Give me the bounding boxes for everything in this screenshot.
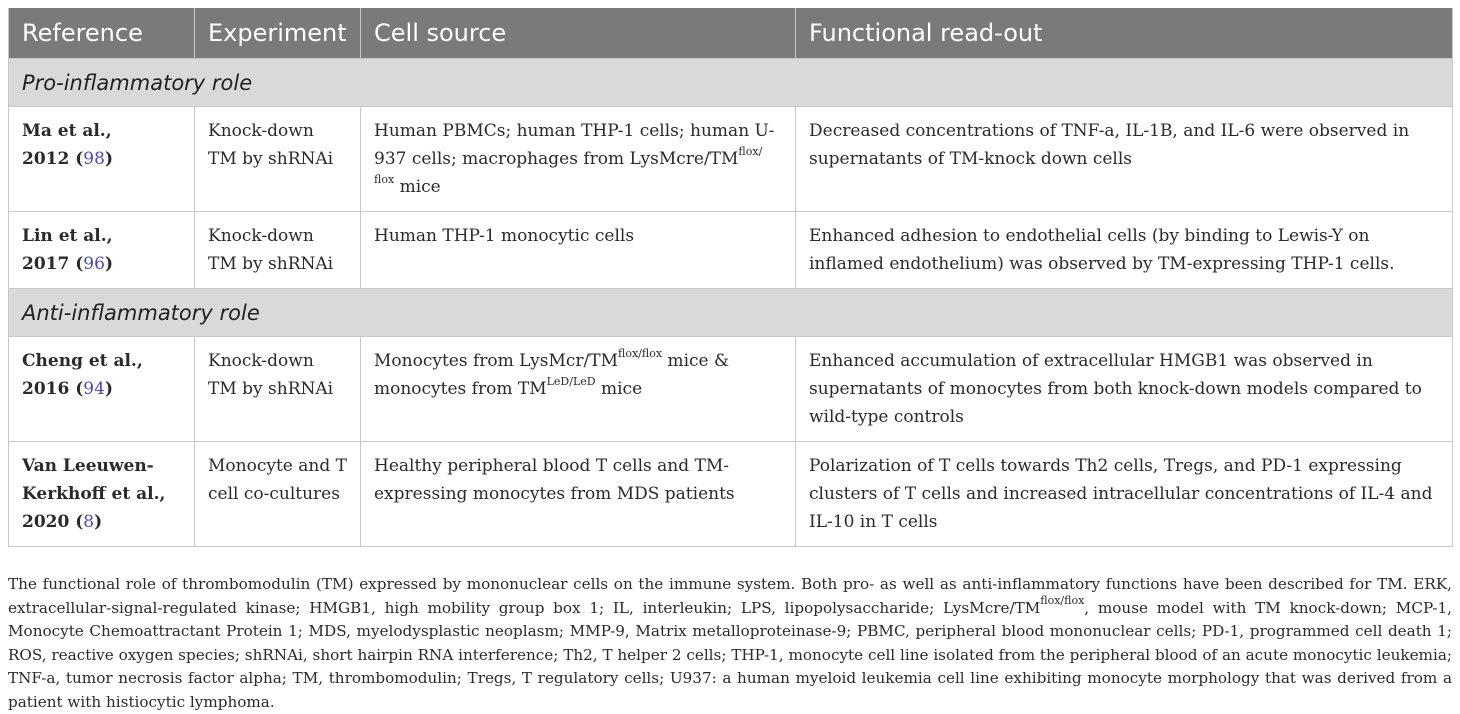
header-functional-readout: Functional read-out [796, 8, 1453, 59]
header-row [9, 8, 1453, 59]
cell-source-cell [361, 107, 796, 212]
readout-cell: Decreased concentrations of TNF-a, IL-1B, and IL-6 were observed in supernatants of TM-knock down cells [796, 107, 1453, 212]
readout-cell: Polarization of T cells towards Th2 cells, Tregs, and PD-1 expressing clusters of T cells and increased intracellular concentrations of IL-4 and IL-10 in T cells [796, 442, 1453, 547]
ref-year: 2017 [22, 254, 70, 274]
readout-cell: Enhanced accumulation of extracellular HMGB1 was observed in supernatants of monocytes from both knock-down models compared to wild-type controls [796, 337, 1453, 442]
cell-source-cell [361, 337, 796, 442]
table-container [8, 8, 1452, 547]
cell-source-text: Human PBMCs; human THP-1 cells; human U-937 cells; macrophages from LysMcre/TM [374, 121, 775, 169]
superscript: flox/flox [1040, 594, 1085, 608]
ref-authors: Ma et al., [22, 121, 112, 141]
table-row [9, 107, 1453, 212]
section-title: Pro-inflammatory role [9, 59, 1453, 107]
experiment-cell: Knock-down TM by shRNAi [195, 337, 361, 442]
ref-authors: Lin et al., [22, 226, 113, 246]
readout-cell: Enhanced adhesion to endothelial cells (by binding to Lewis-Y on inflamed endothelium) was observed by TM-expressing THP-1 cells. [796, 212, 1453, 289]
ref-authors: Cheng et al., [22, 351, 143, 371]
experiment-cell: Knock-down TM by shRNAi [195, 212, 361, 289]
ref-link[interactable]: 8 [83, 512, 95, 532]
ref-year: 2012 [22, 149, 70, 169]
reference-cell: Van Leeuwen-Kerkhoff et al., 2020 (8) [9, 442, 195, 547]
section-row [9, 59, 1453, 107]
superscript: LeD/LeD [546, 375, 596, 389]
reference-cell: Lin et al., 2017 (96) [9, 212, 195, 289]
header-cell-source: Cell source [361, 8, 796, 59]
experiment-cell: Monocyte and T cell co-cultures [195, 442, 361, 547]
header-reference: Reference [9, 8, 195, 59]
superscript: flox/flox [618, 347, 663, 361]
ref-year: 2020 [22, 512, 70, 532]
cell-source-text: Monocytes from LysMcr/TM [374, 351, 618, 371]
header-experiment: Experiment [195, 8, 361, 59]
table-row [9, 337, 1453, 442]
ref-link[interactable]: 96 [83, 254, 105, 274]
data-table [8, 8, 1453, 547]
ref-link[interactable]: 98 [83, 149, 105, 169]
ref-link[interactable]: 94 [83, 379, 105, 399]
cell-source-text: mice [595, 379, 643, 399]
section-row [9, 289, 1453, 337]
reference-cell: Cheng et al., 2016 (94) [9, 337, 195, 442]
ref-year: 2016 [22, 379, 70, 399]
table-caption [8, 573, 1452, 714]
ref-authors: Van Leeuwen-Kerkhoff et al., [22, 456, 166, 504]
cell-source-text: mice & monocytes from TM [374, 351, 730, 399]
caption-text: The functional role of thrombomodulin (TM) expressed by mononuclear cells on the immune system. Both pro- as well as anti-inflammatory functions have been described for TM. ERK, extracellular-signal-regulated kinase; HMGB1, high mobility group box 1; IL, interleukin; LPS, lipopolysaccharide; LysMcre/TM [8, 575, 1452, 617]
experiment-cell: Knock-down TM by shRNAi [195, 107, 361, 212]
cell-source-cell: Human THP-1 monocytic cells [361, 212, 796, 289]
cell-source-cell: Healthy peripheral blood T cells and TM-expressing monocytes from MDS patients [361, 442, 796, 547]
caption-text: , mouse model with TM knock-down; MCP-1, Monocyte Chemoattractant Protein 1; MDS, myelodysplastic neoplasm; MMP-9, Matrix metalloproteinase-9; PBMC, peripheral blood mononuclear cells; PD-1, programmed cell death 1; ROS, reactive oxygen species; shRNAi, short hairpin RNA interference; Th2, T helper 2 cells; THP-1, monocyte cell line isolated from the peripheral blood of an acute monocytic leukemia; TNF-a, tumor necrosis factor alpha; TM, thrombomodulin; Tregs, T regulatory cells; U937: a human myeloid leukemia cell line exhibiting monocyte morphology that was derived from a patient with histiocytic lymphoma. [8, 598, 1452, 711]
cell-source-text: mice [394, 177, 441, 197]
section-title: Anti-inflammatory role [9, 289, 1453, 337]
table-row [9, 442, 1453, 547]
table-row [9, 212, 1453, 289]
superscript: flox/ flox [374, 145, 763, 187]
reference-cell: Ma et al., 2012 (98) [9, 107, 195, 212]
